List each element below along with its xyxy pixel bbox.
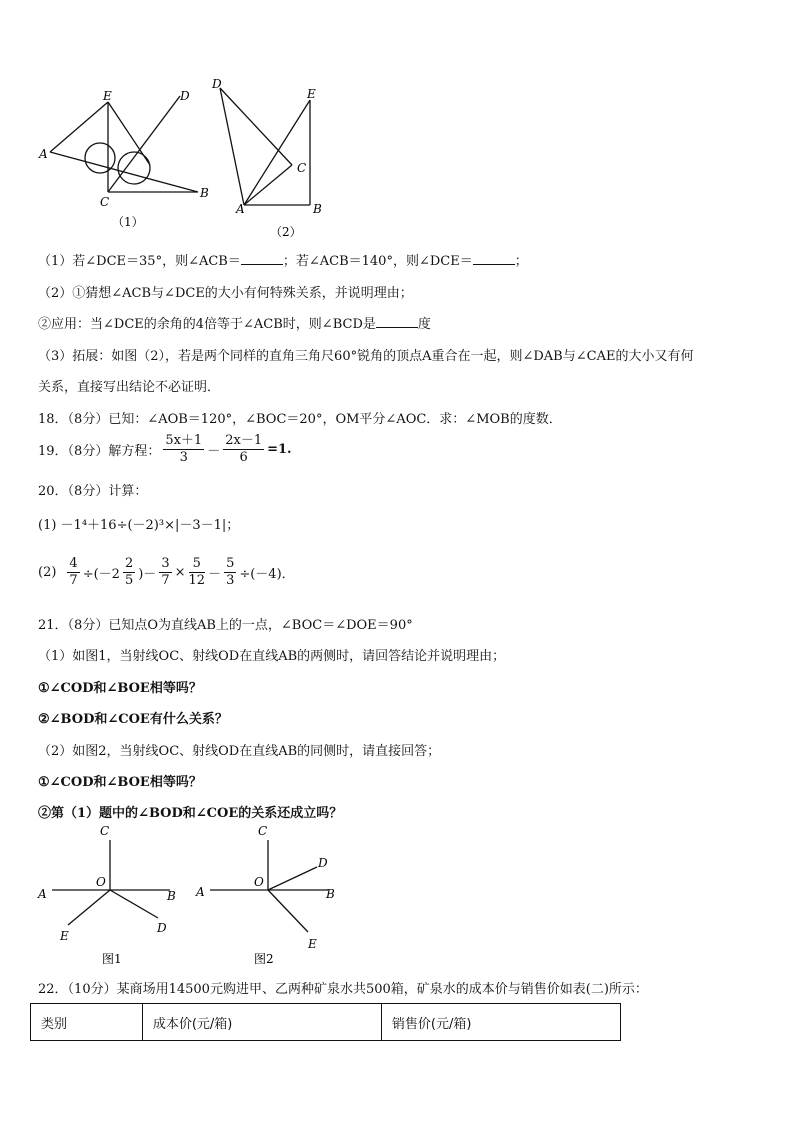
q21-line-5: （2）如图2，当射线OC、射线OD在直线AB的同侧时，请直接回答； <box>38 744 441 759</box>
q17-part3-cont: 关系，直接写出结论不必证明． <box>38 380 221 395</box>
g2-label-A: A <box>196 885 205 899</box>
g1-label-C: C <box>100 824 110 838</box>
g2-label-O: O <box>254 875 264 889</box>
q20-expr-1: (1) －1⁴＋16÷(－2)³×|－3－1|； <box>38 518 240 533</box>
q20-e2-times: × <box>174 565 186 580</box>
q20-e2-label: (2) <box>38 565 57 580</box>
g2-label-C: C <box>258 824 268 838</box>
table-header-cell: 销售价(元/箱) <box>381 1004 620 1041</box>
q19-minus: － <box>207 444 221 459</box>
f1-caption: （1） <box>112 215 144 229</box>
frac-den: 7 <box>161 573 170 588</box>
q19-f1-num: 5x＋1 <box>165 433 203 448</box>
price-table <box>30 1003 621 1041</box>
q19-fraction-1 <box>163 433 204 466</box>
q20-e2-mid1: ÷(－2 <box>82 567 120 582</box>
table-header-cell: 成本价(元/箱) <box>142 1004 381 1041</box>
q18: 18．（8分）已知：∠AOB＝120°，∠BOC＝20°，OM平分∠AOC．求：∠MOB的度数． <box>38 412 562 427</box>
q21-line-6: ①∠COD和∠BOE相等吗？ <box>38 775 202 790</box>
g1-label-D: D <box>157 921 167 935</box>
figure-triangles <box>30 70 350 240</box>
q22-text: 22．（10分）某商场用14500元购进甲、乙两种矿泉水共500箱，矿泉水的成本价与销售价如表(二)所示： <box>38 982 648 997</box>
answer-blank <box>473 252 515 265</box>
frac-den: 12 <box>188 573 206 588</box>
figure-2 <box>220 88 310 205</box>
frac-num: 2 <box>124 556 134 571</box>
ray-figure-1 <box>52 840 170 925</box>
figure-1 <box>50 96 198 192</box>
q17-part1 <box>38 250 528 269</box>
q19 <box>38 433 292 466</box>
g1-label-B: B <box>167 889 176 903</box>
q19-f2-num: 2x－1 <box>225 433 263 448</box>
f1-label-C: C <box>100 195 110 209</box>
q17-part1-c: ； <box>514 254 528 269</box>
q19-fraction-2 <box>223 433 264 466</box>
q19-prefix: 19．（8分）解方程： <box>38 444 161 459</box>
q20-e2-frac-a <box>67 556 79 589</box>
q19-suffix: =1. <box>267 442 292 457</box>
q17-part1-a: （1）若∠DCE＝35°，则∠ACB＝ <box>38 254 241 269</box>
q17-part1-b: ；若∠ACB＝140°，则∠DCE＝ <box>282 254 473 269</box>
q21-line-4: ②∠BOD和∠COE有什么关系？ <box>38 712 228 727</box>
f1-label-A: A <box>39 147 48 161</box>
q17-part2-apply-b: 度 <box>417 317 431 332</box>
q20-title: 20．（8分）计算： <box>38 484 148 499</box>
q20-e2-minus: － <box>208 567 222 582</box>
frac-num: 3 <box>161 556 170 571</box>
f1-label-D: D <box>180 89 190 103</box>
g2-caption: 图2 <box>254 952 274 966</box>
q21-line-1: 21．（8分）已知点O为直线AB上的一点，∠BOC＝∠DOE＝90° <box>38 618 413 633</box>
g1-caption: 图1 <box>102 952 122 966</box>
q20-e2-frac-c <box>159 556 171 589</box>
f2-label-A: A <box>236 202 245 216</box>
f1-label-B: B <box>200 186 209 200</box>
f1-label-E: E <box>103 89 112 103</box>
f2-label-E: E <box>307 87 316 101</box>
answer-blank <box>376 315 418 328</box>
g1-label-A: A <box>38 887 47 901</box>
frac-den: 7 <box>69 573 78 588</box>
g2-label-B: B <box>326 887 335 901</box>
ray-figure-2 <box>210 840 328 932</box>
f2-label-B: B <box>313 202 322 216</box>
q19-f2-den: 6 <box>239 450 248 465</box>
q21-line-7: ②第（1）题中的∠BOD和∠COE的关系还成立吗？ <box>38 806 343 821</box>
q21-line-3: ①∠COD和∠BOE相等吗？ <box>38 681 202 696</box>
f2-label-C: C <box>297 161 307 175</box>
figure-rays <box>30 820 350 970</box>
q21-line-2: （1）如图1，当射线OC、射线OD在直线AB的两侧时，请回答结论并说明理由； <box>38 649 506 664</box>
q20-e2-end: ÷(－4)． <box>239 567 295 582</box>
q20-e2-frac-b <box>123 556 135 589</box>
f2-caption: （2） <box>270 225 302 239</box>
q19-f1-den: 3 <box>179 450 188 465</box>
table-header-cell: 类别 <box>31 1004 143 1041</box>
frac-num: 4 <box>69 556 78 571</box>
g2-label-D: D <box>318 856 328 870</box>
q17-part2-apply-a: ②应用：当∠DCE的余角的4倍等于∠ACB时，则∠BCD是 <box>38 317 376 332</box>
q20-e2-frac-d <box>189 556 206 589</box>
q20-e2-mid2: )－ <box>138 567 157 582</box>
q17-part2-apply <box>38 313 431 332</box>
g1-label-O: O <box>96 875 106 889</box>
q20-e2-frac-e <box>224 556 236 589</box>
table-row <box>31 1004 621 1041</box>
q17-part3: （3）拓展：如图（2），若是两个同样的直角三角尺60°锐角的顶点A重合在一起，则∠DAB与∠CAE的大小又有何 <box>38 349 694 364</box>
frac-den: 3 <box>226 573 235 588</box>
g2-label-E: E <box>308 937 317 951</box>
frac-num: 5 <box>189 556 206 573</box>
answer-blank <box>241 252 283 265</box>
g1-label-E: E <box>60 929 69 943</box>
f2-label-D: D <box>212 77 222 91</box>
frac-num: 5 <box>226 556 235 571</box>
q17-part2: （2）①猜想∠ACB与∠DCE的大小有何特殊关系，并说明理由； <box>38 286 413 301</box>
frac-den: 5 <box>124 573 134 588</box>
q20-expr-2 <box>38 556 295 589</box>
